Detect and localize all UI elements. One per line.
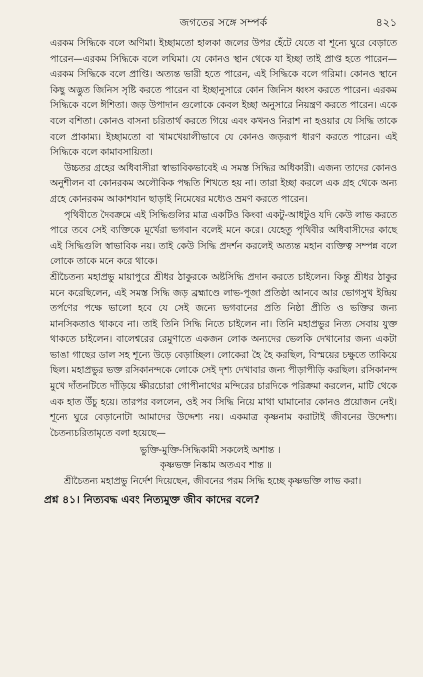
running-title: জগতের সঙ্গে সম্পর্ক — [179, 17, 268, 29]
question-heading: প্রশ্ন ৪১। নিত্যবদ্ধ এবং নিত্যমুক্ত জীব কাদের বলে? — [44, 494, 260, 507]
page-header — [50, 10, 397, 36]
paragraph-closing: শ্রীচৈতন্য মহাপ্রভু নির্দেশ দিয়েছেন, জীবনের পরম সিদ্ধি হচ্ছে কৃষ্ণভক্তি লাভ করা। — [64, 476, 362, 488]
verse-line-1: ভুক্তি-মুক্তি-সিদ্ধিকামী সকলেই অশান্ত । — [140, 445, 281, 457]
paragraph-earth-siddhi: পৃথিবীতে দৈবক্রমে এই সিদ্ধিগুলির মাত্র একটিও কিংবা একটু-আধটুও যদি কেউ লাভ করতে পারে তবে সেই ব্যক্তিকে মূর্খেরা ভগবান বলেই মনে করে। যেহেতু পৃথিবীর অধিবাসীদের কাছে এই সিদ্ধিগুলি স্বাভাবিক নয়। তাই কেউ সিদ্ধি প্রদর্শন করলেই অত্যন্ত মহান ব্যক্তিত্ব সম্পন্ন বলে লোকে তাকে মনে করে থাকে। — [50, 209, 397, 268]
page-body — [44, 36, 397, 508]
paragraph-siddhi-types: এরকম সিদ্ধিকে বলে অণিমা। ইচ্ছামতো হালকা জলের উপর হেঁটে যেতে বা শূন্যে ঘুরে বেড়াতে পারেন—এরকম সিদ্ধিকে বলে লঘিমা। যে কোনও স্থান থেকে যা ইচ্ছা তাই প্রাপ্ত হতে পারেন—এরকম সিদ্ধিকে বলে প্রাপ্তি। অত্যন্ত ভারী হতে পারেন, এই সিদ্ধিকে বলে গরিমা। কোনও স্থানে কিছু অদ্ভুত জিনিস সৃষ্টি করতে পারেন বা ইচ্ছানুসারে কোন জিনিস ধ্বংস করতে পারেন। এরকম সিদ্ধিকে বলে ঈশিতা। জড় উপাদান গুলোকে কেবল ইচ্ছা অনুসারে নিয়ন্ত্রণ করতে পারেন। একে বলে বশিতা। কোনও বাসনা চরিতার্থ করতে গিয়ে এবং কখনও নিরাশ না হওয়ার যে সিদ্ধি তাকে বলে প্রাকাম্য। ইচ্ছামতো বা খামখেয়ালীভাবে যে কোনও জড়রূপ ধারণ করতে পারেন। এই সিদ্ধিকে বলে কামাবসায়িতা। — [50, 38, 397, 159]
paragraph-mahaprabhu-story: শ্রীচৈতন্য মহাপ্রভু মায়াপুরে শ্রীধর ঠাকুরকে অষ্টসিদ্ধি প্রদান করতে চাইলেন। কিন্তু শ্রীধর ঠাকুর মনে করেছিলেন, এই সমস্ত সিদ্ধি জড় ব্রহ্মাণ্ডে লাভ-পূজা প্রতিষ্ঠা আনবে আর ভোগসুখ ইন্দ্রিয় তর্পণের পক্ষে ভালো হবে যে সেই জন্যে ভগবানের প্রতি নিষ্ঠা প্রীতি ও ভক্তির জন্য মানসিকতাও থাকবে না। তাই তিনি সিদ্ধি নিতে চাইলেন না। তিনি মহাপ্রভুর নিত্য সেবায় যুক্ত থাকতে চাইলেন। বালেশ্বরের রেমুণাতে একজন লোক অন্যদের ভেলকি দেখানোর জন্য একটা ভাঙা গাছের ডাল সহ শূন্যে উড়ে বেড়াচ্ছিল। লোকেরা হৈ হৈ করছিল, বিস্ময়ের চক্ষুতে তাকিয়ে ছিল। মহাপ্রভুর ভক্ত রসিকানন্দকে লোকে সেই দৃশ্য দেখাবার জন্য পীড়াপীড়ি করছিল। রসিকানন্দ মুখে দাঁতনটিতে দাঁড়িয়ে ক্ষীরচোরা গোপীনাথের মন্দিরের চারদিকে পরিক্রমা করলেন, মাটি থেকে এক হাত উঁচু হয়ে। তারপর বললেন, ওই সব সিদ্ধি নিয়ে মাথা ঘামানোর কোনও প্রয়োজন নেই। শূন্যে ঘুরে বেড়ানোটা আমাদের উদ্দেশ্য নয়। একমাত্র কৃষ্ণনাম করাটাই জীবনের উদ্দেশ্য। চৈতন্যচরিতামৃতে বলা হয়েছে— — [50, 271, 397, 439]
verse-line-2: কৃষ্ণভক্ত নিষ্কাম অতএব শান্ত ॥ — [160, 460, 272, 472]
verse-quote — [140, 443, 397, 473]
page-number: ৪২১ — [375, 16, 397, 29]
paragraph-higher-planets: উচ্চতর গ্রহের অধিবাসীরা স্বাভাবিকভাবেই এ সমস্ত সিদ্ধির অধিকারী। এজন্য তাদের কোনও অনুশীলন বা কোনরকম অলৌকিক পদ্ধতি শিখতে হয় না। তারা ইচ্ছা করলে এক গ্রহ থেকে অন্য গ্রহে কোনরকম আকাশযান ছাড়াই নিমেষের মধ্যেও ভ্রমণ করতে পারেন। — [50, 162, 397, 205]
